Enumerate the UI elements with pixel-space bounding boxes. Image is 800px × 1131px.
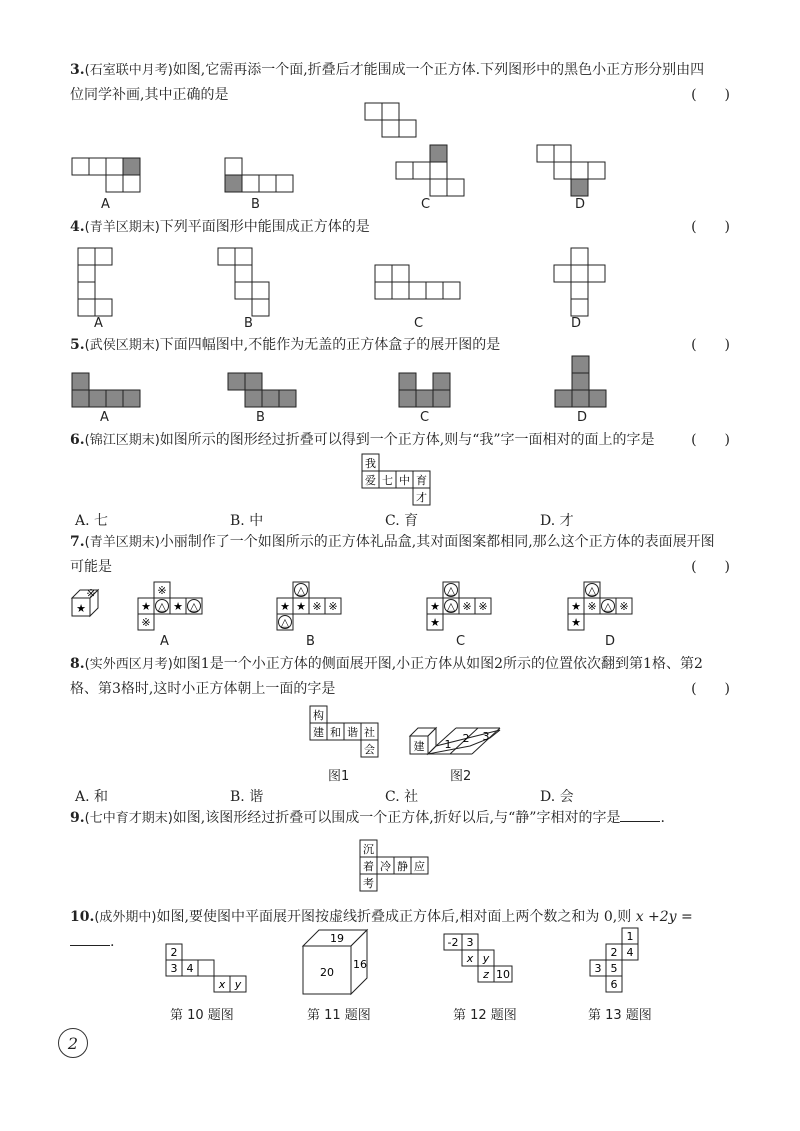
- svg-text:建: 建: [413, 740, 425, 753]
- q7-cube-figure: [72, 587, 112, 630]
- q5-option-c-figure: [399, 373, 459, 413]
- q7c-mid-1: △: [446, 600, 456, 613]
- q4-option-b-figure: [218, 248, 278, 318]
- q7d-bottom: ★: [571, 616, 581, 629]
- q8-option-a[interactable]: A. 和: [75, 789, 109, 805]
- q5-label-d: D: [577, 410, 588, 425]
- q8-grid-2: 2: [462, 732, 470, 745]
- svg-text:x: x: [466, 952, 474, 965]
- svg-text:构: 构: [313, 709, 324, 722]
- q4-label-a: A: [94, 316, 103, 331]
- q7b-mid-2: ※: [312, 600, 322, 613]
- question-5: 5.(武侯区期末)下面四幅图中,不能作为无盖的正方体盒子的展开图的是 ( ): [70, 337, 730, 353]
- q6-options: [75, 510, 695, 530]
- svg-text:z: z: [483, 968, 489, 981]
- svg-text:-2: -2: [447, 936, 459, 949]
- q6-option-d[interactable]: D. 才: [540, 513, 574, 529]
- svg-text:19: 19: [330, 932, 344, 945]
- svg-text:建: 建: [313, 726, 324, 739]
- q7a-bottom: ※: [141, 616, 151, 629]
- q4-option-c-figure: [375, 265, 465, 305]
- q7d-mid-0: ★: [571, 600, 581, 613]
- q7a-mid-1: △: [157, 600, 167, 613]
- svg-text:会: 会: [364, 743, 375, 756]
- q5-label-b: B: [256, 410, 265, 425]
- q6-cell-yu: 育: [416, 474, 427, 487]
- q7a-mid-3: △: [189, 600, 199, 613]
- q7b-mid-0: ★: [280, 600, 290, 613]
- q3-label-c: C: [421, 197, 431, 212]
- question-4: 4.(青羊区期末)下列平面图形中能围成正方体的是 ( ): [70, 219, 730, 235]
- q6-net-figure: [362, 454, 442, 508]
- q6-cell-ai: 爱: [365, 474, 376, 487]
- q7b-bottom: △: [280, 616, 290, 629]
- q7c-mid-2: ※: [462, 600, 472, 613]
- q6-option-c[interactable]: C. 育: [385, 513, 419, 529]
- svg-text:4: 4: [626, 946, 634, 959]
- q7-option-d-figure: [568, 582, 648, 636]
- page-number: 2: [58, 1028, 88, 1058]
- q5-option-b-figure: [228, 373, 308, 413]
- svg-text:和: 和: [330, 726, 341, 739]
- fig13-net: [590, 928, 650, 998]
- fig11-caption: 第 11 题图: [307, 1008, 371, 1023]
- question-10: 10.(成外期中)如图,要使图中平面展开图按虚线折叠成正方体后,相对面上两个数之和为 0,则 x +2y =.: [70, 909, 693, 950]
- q3-base-figure: [365, 103, 445, 143]
- q7-label-c: C: [456, 634, 466, 649]
- svg-text:y: y: [234, 978, 242, 991]
- q7b-top: △: [296, 584, 306, 597]
- svg-text:20: 20: [320, 966, 334, 979]
- question-7: 7.(青羊区期末)小丽制作了一个如图所示的正方体礼品盒,其对面图案都相同,那么这个正方体的表面展开图 可能是 ( ): [70, 534, 730, 575]
- q7-cube-ref: ※: [86, 587, 96, 600]
- svg-text:10: 10: [496, 968, 510, 981]
- svg-text:1: 1: [626, 930, 634, 943]
- q3-option-a-figure: [72, 158, 152, 198]
- q6-cell-zhong: 中: [399, 474, 410, 487]
- q7b-mid-1: ★: [296, 600, 306, 613]
- q7c-mid-3: ※: [478, 600, 488, 613]
- q8-fig2-caption: 图2: [450, 769, 472, 784]
- q7d-mid-1: ※: [587, 600, 597, 613]
- svg-text:社: 社: [364, 726, 375, 739]
- q7-label-b: B: [306, 634, 315, 649]
- svg-text:应: 应: [414, 860, 425, 873]
- fig10-net: [166, 944, 256, 994]
- q7a-mid-0: ★: [141, 600, 151, 613]
- svg-text:4: 4: [186, 962, 194, 975]
- svg-text:y: y: [482, 952, 490, 965]
- q7-label-d: D: [605, 634, 616, 649]
- q3-option-d-figure: [537, 145, 617, 195]
- q4-option-a-figure: [78, 248, 118, 318]
- q7-option-a-figure: [138, 582, 218, 636]
- q8-grid-1: 1: [444, 738, 452, 751]
- svg-text:5: 5: [610, 962, 618, 975]
- svg-text:2: 2: [610, 946, 618, 959]
- q6-cell-wo: 我: [365, 457, 376, 470]
- q3-label-b: B: [251, 197, 260, 212]
- q3-label-a: A: [101, 197, 110, 212]
- q7-cube-star: ★: [76, 602, 86, 615]
- q8-option-d[interactable]: D. 会: [540, 789, 574, 805]
- q6-option-b[interactable]: B. 中: [230, 513, 264, 529]
- q8-option-c[interactable]: C. 社: [385, 789, 419, 805]
- q7d-top: △: [587, 584, 597, 597]
- fig12-caption: 第 12 题图: [453, 1008, 517, 1023]
- q7a-mid-2: ★: [173, 600, 183, 613]
- q8-fig2-track: [410, 728, 520, 758]
- svg-text:2: 2: [170, 946, 178, 959]
- q5-option-d-figure: [555, 356, 615, 416]
- q5-label-a: A: [100, 410, 109, 425]
- q6-cell-cai: 才: [416, 491, 427, 504]
- svg-text:6: 6: [610, 978, 618, 991]
- fig10-caption: 第 10 题图: [170, 1008, 234, 1023]
- q8-fig1-net: [310, 706, 390, 760]
- q8-fig1-caption: 图1: [328, 769, 350, 784]
- q7d-mid-2: △: [603, 600, 613, 613]
- svg-text:x: x: [218, 978, 226, 991]
- q3-label-d: D: [575, 197, 586, 212]
- svg-text:沉: 沉: [363, 843, 374, 856]
- q5-option-a-figure: [72, 373, 152, 413]
- q7c-bottom: ★: [430, 616, 440, 629]
- q9-answer-blank[interactable]: [620, 807, 660, 822]
- svg-text:着: 着: [363, 860, 374, 873]
- q5-label-c: C: [420, 410, 430, 425]
- fig11-cube: [303, 930, 373, 1000]
- q7-option-b-figure: [277, 582, 357, 636]
- q4-label-c: C: [414, 316, 424, 331]
- fig13-caption: 第 13 题图: [588, 1008, 652, 1023]
- q8-options: [75, 786, 695, 806]
- q7c-top: △: [446, 584, 456, 597]
- q4-option-d-figure: [554, 248, 614, 318]
- question-3: 3.(石室联中月考)如图,它需再添一个面,折叠后才能围成一个正方体.下列图形中的黑色小正方形分别由四 位同学补画,其中正确的是 ( ): [70, 62, 730, 103]
- question-8: 8.(实外西区月考)如图1是一个小正方体的侧面展开图,小正方体从如图2所示的位置依次翻到第1格、第2 格、第3格时,这时小正方体朝上一面的字是 ( ): [70, 656, 730, 697]
- q3-option-c-figure: [396, 145, 476, 195]
- q6-cell-qi: 七: [382, 474, 393, 487]
- q4-label-d: D: [571, 316, 582, 331]
- svg-text:16: 16: [353, 958, 367, 971]
- q7d-mid-3: ※: [619, 600, 629, 613]
- svg-text:3: 3: [170, 962, 178, 975]
- svg-text:静: 静: [397, 860, 408, 873]
- q3-option-b-figure: [225, 158, 305, 198]
- q10-answer-blank[interactable]: [70, 931, 110, 946]
- q7b-mid-3: ※: [328, 600, 338, 613]
- q8-grid-3: 3: [482, 730, 490, 743]
- q8-option-b[interactable]: B. 谐: [230, 789, 264, 805]
- question-9: 9.(七中育才期末)如图,该图形经过折叠可以围成一个正方体,折好以后,与“静”字相对的字是 .: [70, 806, 730, 831]
- q4-label-b: B: [244, 316, 253, 331]
- q9-net-figure: [360, 840, 440, 894]
- question-6: 6.(锦江区期末)如图所示的图形经过折叠可以得到一个正方体,则与“我”字一面相对的面上的字是 ( ): [70, 432, 730, 448]
- q7a-top: ※: [157, 584, 167, 597]
- svg-text:冷: 冷: [380, 860, 391, 873]
- q6-option-a[interactable]: A. 七: [75, 513, 109, 529]
- q7-label-a: A: [160, 634, 169, 649]
- q7c-mid-0: ★: [430, 600, 440, 613]
- q7-option-c-figure: [427, 582, 507, 636]
- svg-text:3: 3: [466, 936, 474, 949]
- svg-text:谐: 谐: [347, 726, 358, 739]
- svg-text:考: 考: [363, 877, 374, 890]
- svg-text:3: 3: [594, 962, 602, 975]
- fig12-net: [444, 934, 534, 994]
